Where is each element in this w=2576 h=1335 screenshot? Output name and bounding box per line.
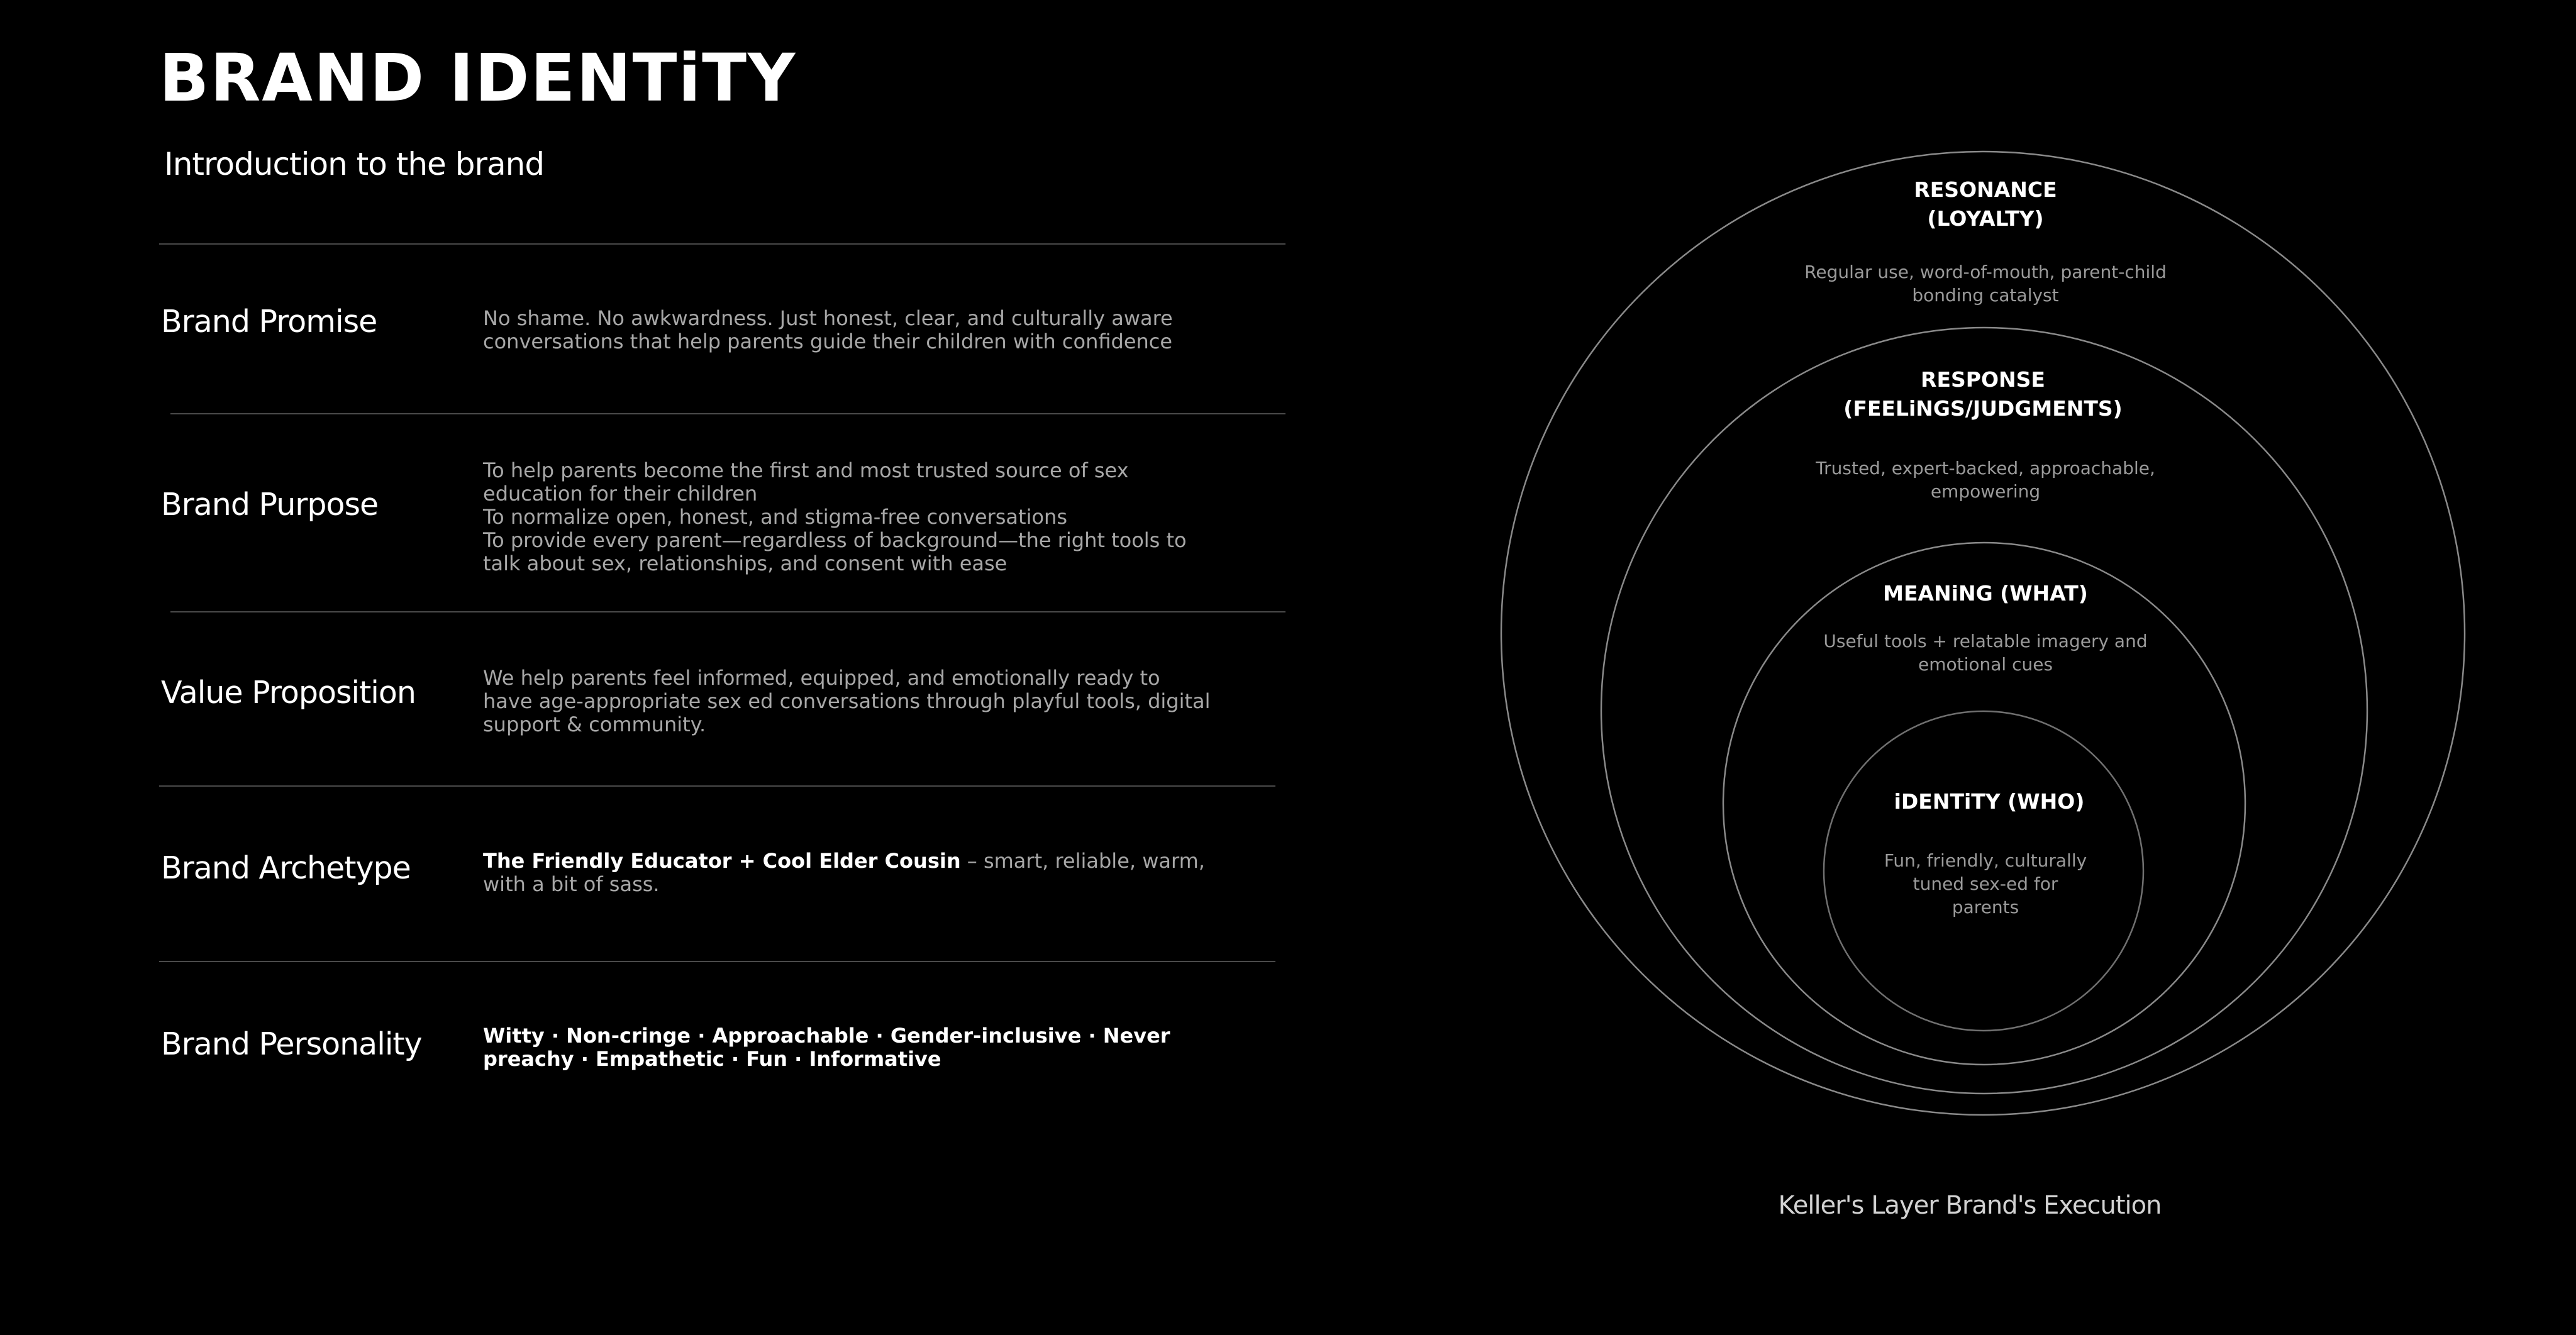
diagram-caption: Keller's Layer Brand's Execution	[1778, 1191, 2162, 1220]
purpose-line-2: To normalize open, honest, and stigma-free conversations	[483, 505, 1067, 529]
archetype-description: – smart, reliable, warm, with a bit of sass.	[483, 849, 1205, 896]
row-text-brand-promise: No shame. No awkwardness. Just honest, clear, and culturally aware conversations that help parents guide their children with confidence	[483, 306, 1173, 353]
page-title: BRAND IDENTiTY	[159, 40, 797, 116]
row-label-brand-personality: Brand Personality	[161, 1026, 422, 1062]
identity-title	[1769, 787, 2209, 816]
response-description	[1765, 457, 2206, 503]
resonance-title-line-2: (LOYALTY)	[1927, 206, 2044, 231]
purpose-line-1: To help parents become the first and most trusted source of sex education for their children	[483, 458, 1129, 506]
meaning-description	[1797, 629, 2174, 676]
identity-description	[1860, 849, 2111, 919]
identity-desc-line-3: parents	[1951, 897, 2019, 917]
resonance-title	[1765, 175, 2206, 233]
response-title	[1763, 365, 2203, 423]
identity-desc-line-1: Fun, friendly, culturally	[1884, 850, 2087, 871]
identity-title-line-1: iDENTiTY (WHO)	[1894, 789, 2085, 814]
archetype-name: The Friendly Educator + Cool Elder Cousin	[483, 849, 961, 873]
response-title-line-2: (FEELiNGS/JUDGMENTS)	[1843, 396, 2123, 421]
identity-desc-line-2: tuned sex-ed for	[1913, 873, 2058, 894]
meaning-desc-line-2: emotional cues	[1918, 654, 2053, 675]
row-label-value-proposition: Value Proposition	[161, 675, 416, 711]
resonance-title-line-1: RESONANCE	[1914, 177, 2057, 202]
response-desc-line-1: Trusted, expert-backed, approachable,	[1816, 458, 2155, 479]
resonance-desc-line-2: bonding catalyst	[1912, 285, 2059, 306]
resonance-desc-line-1: Regular use, word-of-mouth, parent-child	[1804, 262, 2167, 282]
response-desc-line-2: empowering	[1930, 481, 2041, 502]
personality-traits: Witty · Non-cringe · Approachable · Gender-inclusive · Never preachy · Empathetic · Fun · Informative	[483, 1024, 1170, 1071]
row-label-brand-archetype: Brand Archetype	[161, 850, 411, 886]
response-title-line-1: RESPONSE	[1921, 367, 2045, 392]
resonance-description	[1765, 260, 2206, 307]
page-subtitle: Introduction to the brand	[164, 146, 545, 182]
meaning-title-line-1: MEANiNG (WHAT)	[1883, 581, 2088, 606]
row-label-brand-promise: Brand Promise	[161, 304, 377, 340]
row-label-brand-purpose: Brand Purpose	[161, 487, 379, 523]
row-text-value-proposition: We help parents feel informed, equipped, and emotionally ready to have age-appropriate sex ed conversations through playful tools, digital support & community.	[483, 666, 1211, 736]
meaning-title	[1765, 579, 2206, 608]
meaning-desc-line-1: Useful tools + relatable imagery and	[1823, 631, 2148, 651]
purpose-line-3: To provide every parent—regardless of background—the right tools to talk about sex, relationships, and consent with ease	[483, 528, 1187, 575]
